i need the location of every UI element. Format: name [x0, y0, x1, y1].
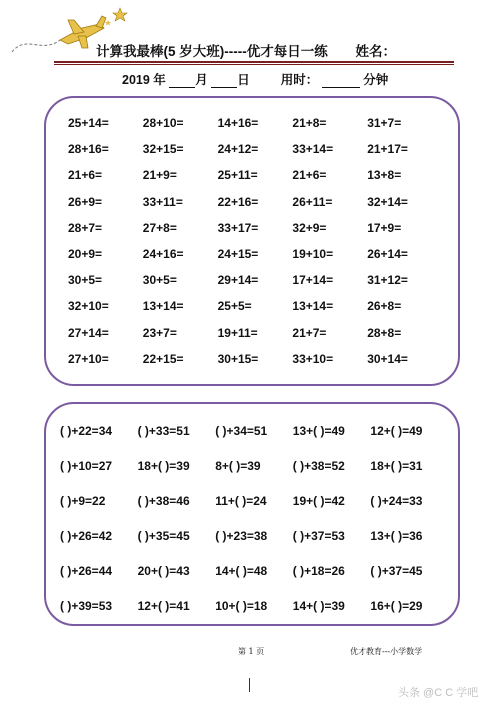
addition-problem: 20+9= [68, 246, 103, 261]
addition-problem: 13+8= [367, 168, 402, 183]
addition-problem: 24+12= [217, 142, 259, 157]
fill-blank-problem: ( )+9=22 [60, 494, 106, 508]
fill-blank-problem: 14+( )=39 [292, 599, 345, 613]
addition-problem: 26+14= [367, 246, 408, 261]
fill-blank-problem: ( )+34=51 [215, 424, 268, 438]
date-line [122, 70, 388, 88]
addition-problem: 23+7= [142, 325, 177, 340]
addition-problem: 32+14= [367, 194, 408, 209]
worksheet-header [96, 40, 396, 60]
watermark: 头条 @C C 学吧 [398, 687, 479, 699]
addition-problem: 29+14= [217, 273, 259, 288]
fill-blank-problem: ( )+38=46 [137, 494, 190, 508]
addition-problem: 21+7= [292, 325, 327, 340]
year-label: 2019 年 [122, 73, 166, 87]
addition-problem: 28+16= [68, 142, 109, 157]
fill-blank-problem: ( )+24=33 [370, 494, 423, 508]
text-cursor [249, 678, 250, 692]
addition-problem: 21+8= [292, 116, 327, 130]
addition-problem: 26+8= [367, 299, 402, 314]
addition-problem: 13+14= [142, 299, 184, 314]
addition-problem: 28+10= [142, 116, 184, 130]
month-blank [169, 75, 195, 88]
addition-problem: 27+14= [68, 325, 109, 340]
fill-blank-problem: ( )+26=42 [60, 529, 113, 543]
addition-problem: 30+5= [142, 273, 177, 288]
addition-problem: 31+12= [367, 273, 408, 288]
addition-problem: 33+10= [292, 351, 334, 366]
minute-label: 分钟 [363, 73, 389, 87]
fill-blank-problem: 18+( )=31 [370, 459, 423, 473]
addition-problem: 21+9= [142, 168, 177, 183]
addition-problem: 33+14= [292, 142, 334, 157]
header-rule-thin [54, 64, 454, 65]
time-blank [322, 75, 360, 88]
addition-problem: 28+8= [367, 325, 402, 340]
addition-problem: 30+5= [68, 273, 103, 288]
addition-problem: 14+16= [217, 116, 259, 130]
addition-problem: 32+10= [68, 299, 109, 314]
fill-blank-problem: ( )+26=44 [60, 564, 113, 578]
addition-problem: 33+11= [142, 194, 183, 209]
day-label: 日 [237, 73, 250, 87]
addition-problem: 30+14= [367, 351, 408, 366]
fill-blank-problem: 14+( )=48 [215, 564, 268, 578]
fill-blank-problem: 11+( )=24 [215, 494, 267, 508]
addition-problem: 22+15= [142, 351, 184, 366]
fill-blank-problem: ( )+35=45 [137, 529, 190, 543]
addition-problem: 19+10= [292, 246, 334, 261]
addition-problem: 17+14= [292, 273, 334, 288]
fill-blank-problem: ( )+23=38 [215, 529, 268, 543]
fill-blank-problem: ( )+18=26 [292, 564, 345, 578]
fill-blank-problem: ( )+37=45 [370, 564, 423, 578]
addition-problem: 21+6= [292, 168, 327, 183]
addition-problem: 33+17= [217, 220, 259, 235]
fill-blank-problem: 12+( )=49 [370, 424, 423, 438]
day-blank [211, 75, 237, 88]
fill-blank-problem: 13+( )=49 [292, 424, 345, 438]
addition-grid [68, 116, 442, 378]
fill-blank-problem: 12+( )=41 [137, 599, 190, 613]
addition-problem: 31+7= [367, 116, 402, 130]
fill-blank-problem: ( )+38=52 [292, 459, 345, 473]
addition-problem: 17+9= [367, 220, 402, 235]
fill-blank-problem: 10+( )=18 [215, 599, 268, 613]
fill-blank-problem: ( )+22=34 [60, 424, 113, 438]
addition-panel [44, 96, 460, 386]
fill-blank-problem: ( )+37=53 [292, 529, 345, 543]
addition-problem: 25+14= [68, 116, 109, 130]
addition-problem: 30+15= [217, 351, 259, 366]
addition-problem: 19+11= [217, 325, 258, 340]
addition-problem: 26+9= [68, 194, 103, 209]
addition-problem: 13+14= [292, 299, 334, 314]
page-number: 第 1 页 [238, 647, 265, 656]
footer-org: 优才教育---小学数学 [350, 647, 423, 656]
addition-problem: 32+15= [142, 142, 184, 157]
fill-blank-problem: ( )+10=27 [60, 459, 113, 473]
addition-problem: 25+5= [217, 299, 252, 314]
addition-problem: 27+8= [142, 220, 177, 235]
month-label: 月 [195, 73, 208, 87]
worksheet-title: 计算我最棒(5 岁大班)-----优才每日一练 [96, 44, 328, 59]
fill-blank-grid [60, 424, 448, 634]
addition-problem: 25+11= [217, 168, 258, 183]
fill-blank-problem: 19+( )=42 [292, 494, 345, 508]
addition-problem: 26+11= [292, 194, 333, 209]
fill-blank-problem: 20+( )=43 [137, 564, 190, 578]
addition-problem: 21+17= [367, 142, 408, 157]
fill-blank-problem: 13+( )=36 [370, 529, 423, 543]
addition-problem: 22+16= [217, 194, 259, 209]
addition-problem: 28+7= [68, 220, 103, 235]
fill-blank-problem: 18+( )=39 [137, 459, 190, 473]
fill-blank-panel [44, 402, 460, 626]
fill-blank-problem: ( )+33=51 [137, 424, 190, 438]
header-rule [54, 61, 454, 63]
addition-problem: 32+9= [292, 220, 327, 235]
time-label: 用时： [280, 73, 319, 87]
fill-blank-problem: ( )+39=53 [60, 599, 113, 613]
addition-problem: 21+6= [68, 168, 103, 183]
addition-problem: 24+16= [142, 246, 184, 261]
addition-problem: 24+15= [217, 246, 259, 261]
addition-problem: 27+10= [68, 351, 109, 366]
name-label: 姓名： [355, 44, 396, 59]
fill-blank-problem: 16+( )=29 [370, 599, 423, 613]
fill-blank-problem: 8+( )=39 [215, 459, 261, 473]
